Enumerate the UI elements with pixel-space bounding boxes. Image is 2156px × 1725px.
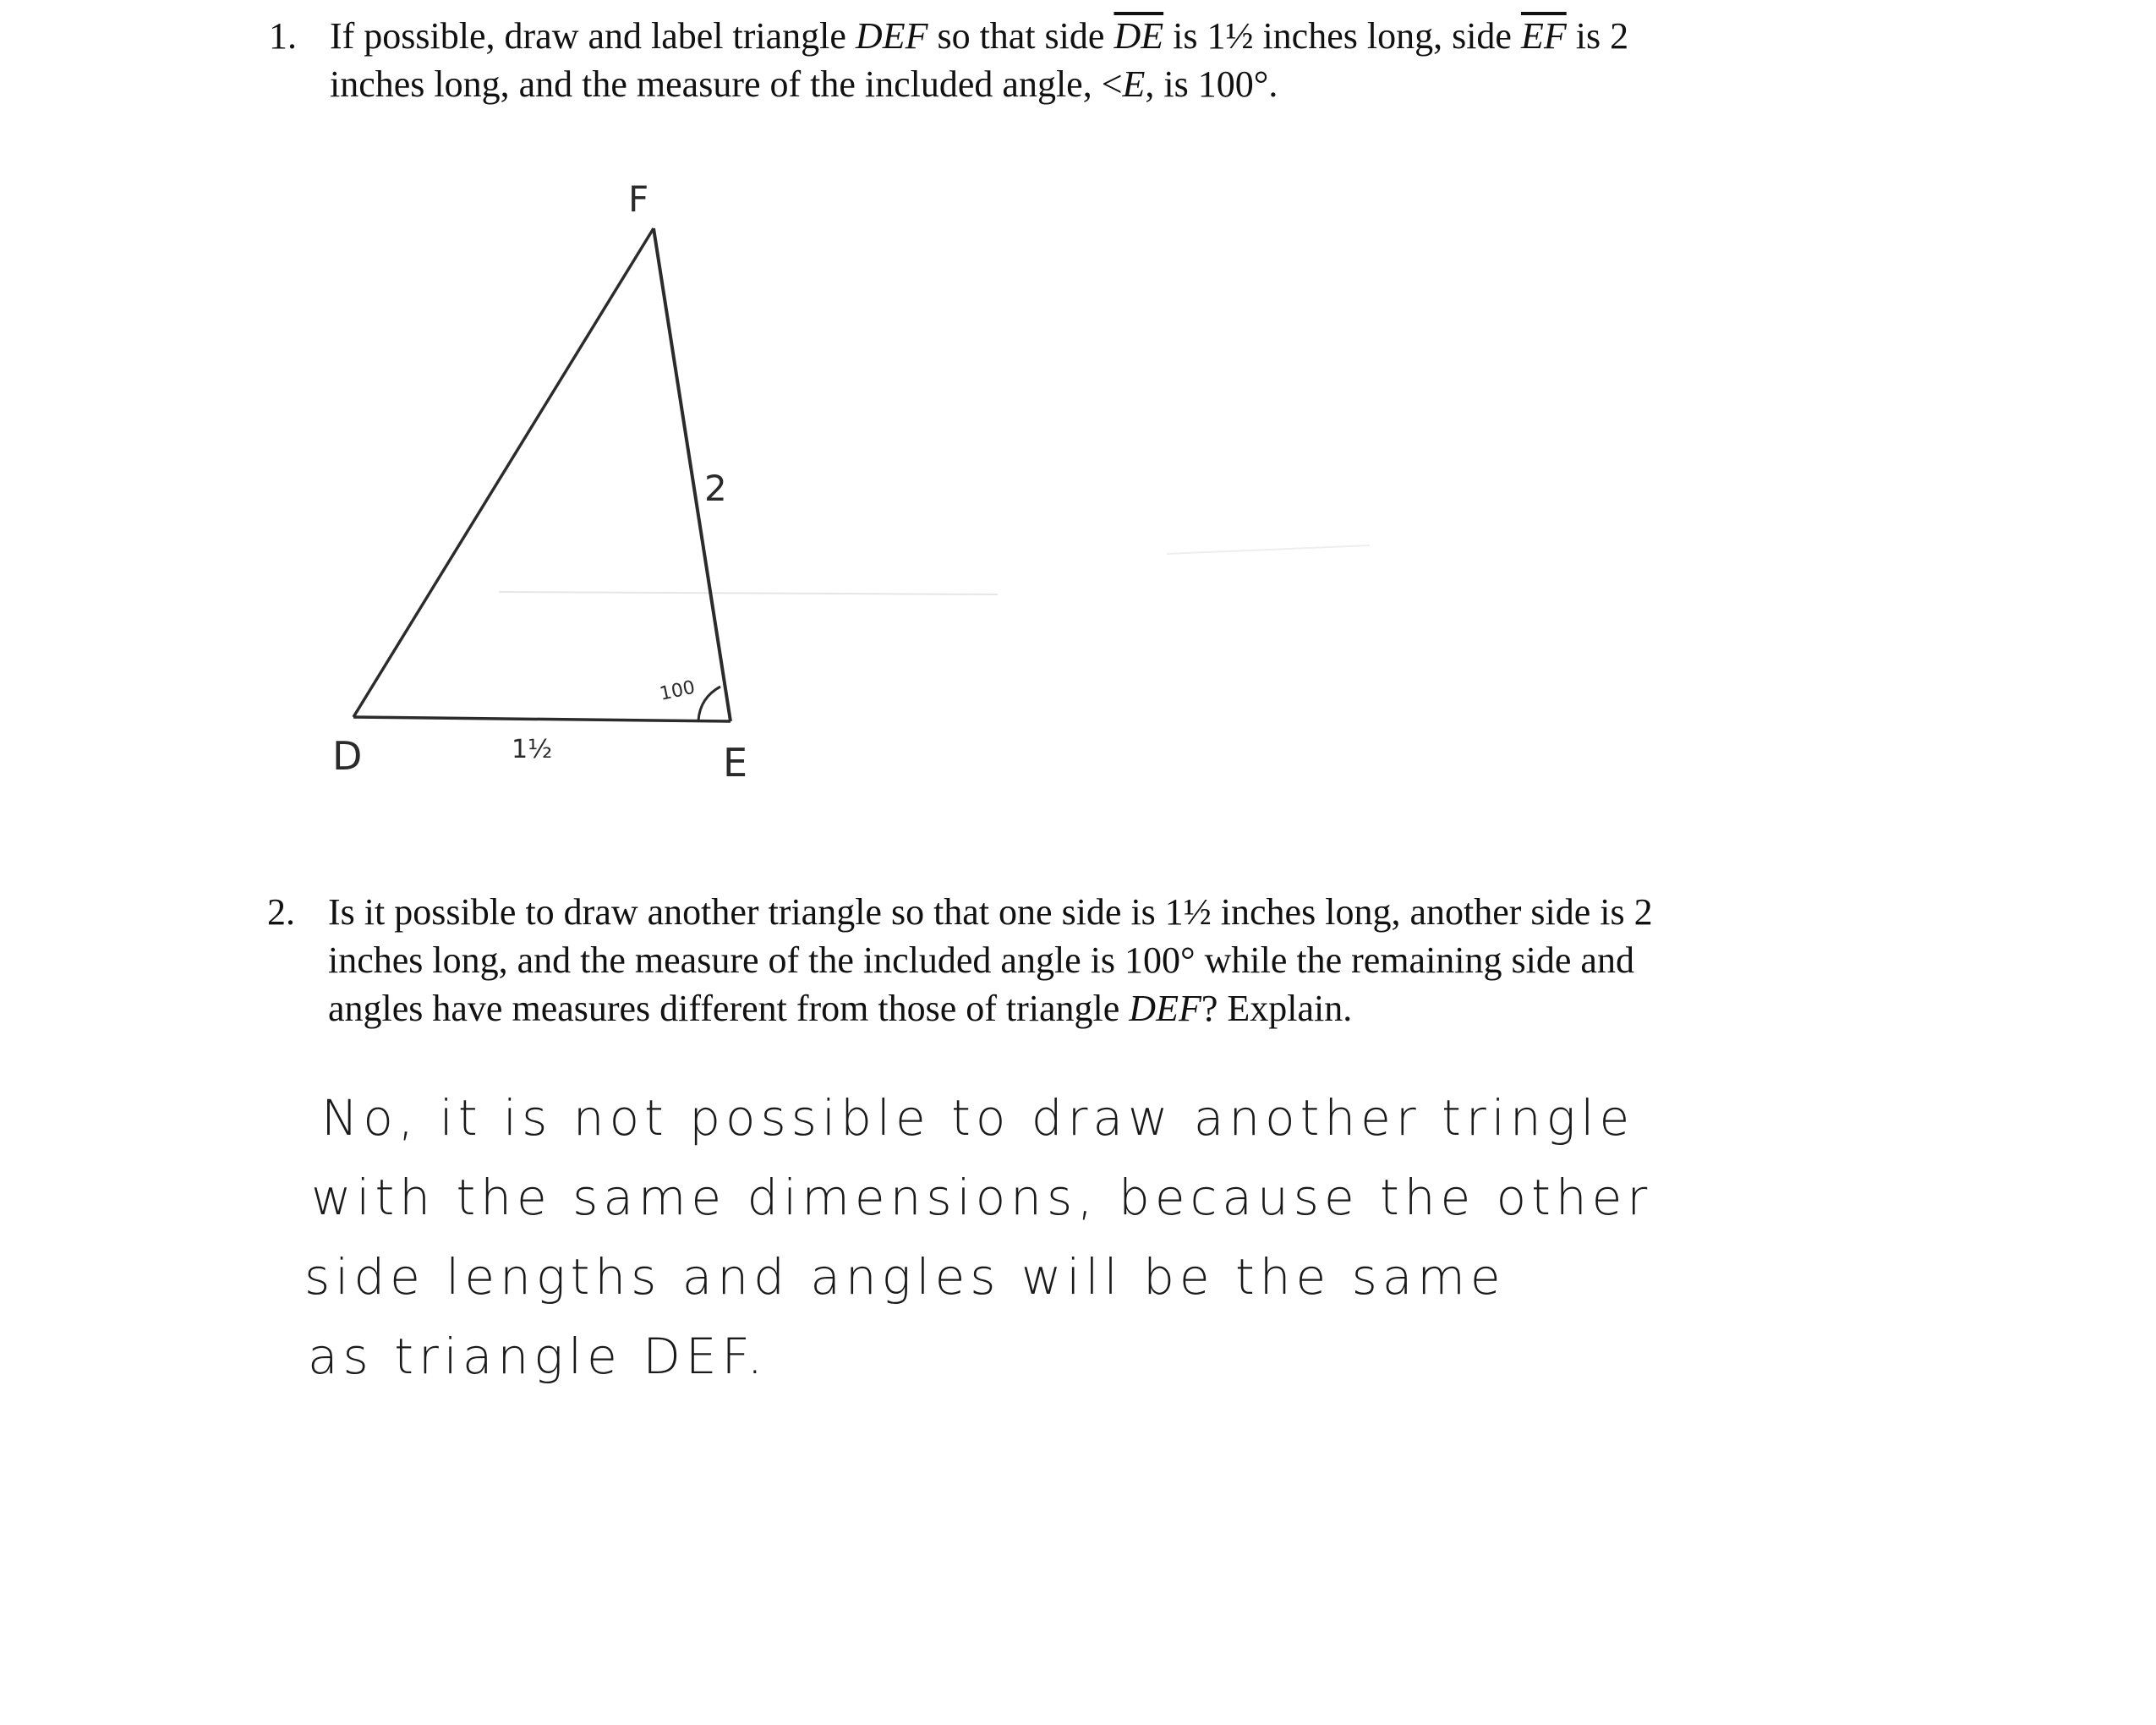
answer-line-1: No, it is not possible to draw another tringle	[321, 1089, 1635, 1147]
side-ef-length-label: 2	[704, 468, 727, 509]
question-1-line-1: If possible, draw and label triangle DEF so that side $\overline{DE}$ is 1½ inches long, side $\overline{EF}$ is 2	[330, 15, 1629, 57]
vertex-e-label: E	[723, 740, 748, 786]
side-de	[353, 717, 731, 721]
question-2-line-1: Is it possible to draw another triangle so that one side is 1½ inches long, another side is 2	[328, 891, 1653, 933]
question-2-line-3: angles have measures different from those of triangle DEF? Explain.	[328, 988, 1353, 1029]
side-de-length-label: 1½	[512, 735, 553, 764]
answer-line-3: side lengths and angles will be the same	[304, 1248, 1506, 1306]
erased-guide-line	[1167, 545, 1370, 554]
angle-e-arc	[698, 687, 720, 720]
question-1-line-2: inches long, and the measure of the included angle, <E, is 100°.	[330, 63, 1278, 105]
answer-line-2: with the same dimensions, because the other	[311, 1169, 1653, 1226]
segment-ef: $\overline{EF}$	[1520, 15, 1567, 57]
vertex-d-label: D	[332, 733, 363, 779]
side-df	[353, 228, 654, 717]
erased-guide-line	[499, 592, 998, 594]
question-1-number: 1.	[269, 15, 297, 57]
segment-de: $\overline{DE}$	[1114, 15, 1164, 57]
angle-e-label: 100	[658, 676, 698, 705]
question-2-line-2: inches long, and the measure of the included angle is 100° while the remaining side and	[328, 939, 1634, 981]
question-2-text	[328, 888, 1653, 1032]
answer-line-4: as triangle DEF.	[308, 1328, 769, 1385]
vertex-f-label: F	[628, 178, 649, 220]
question-2-number: 2.	[267, 891, 295, 933]
handwritten-answer	[304, 1078, 1911, 1396]
